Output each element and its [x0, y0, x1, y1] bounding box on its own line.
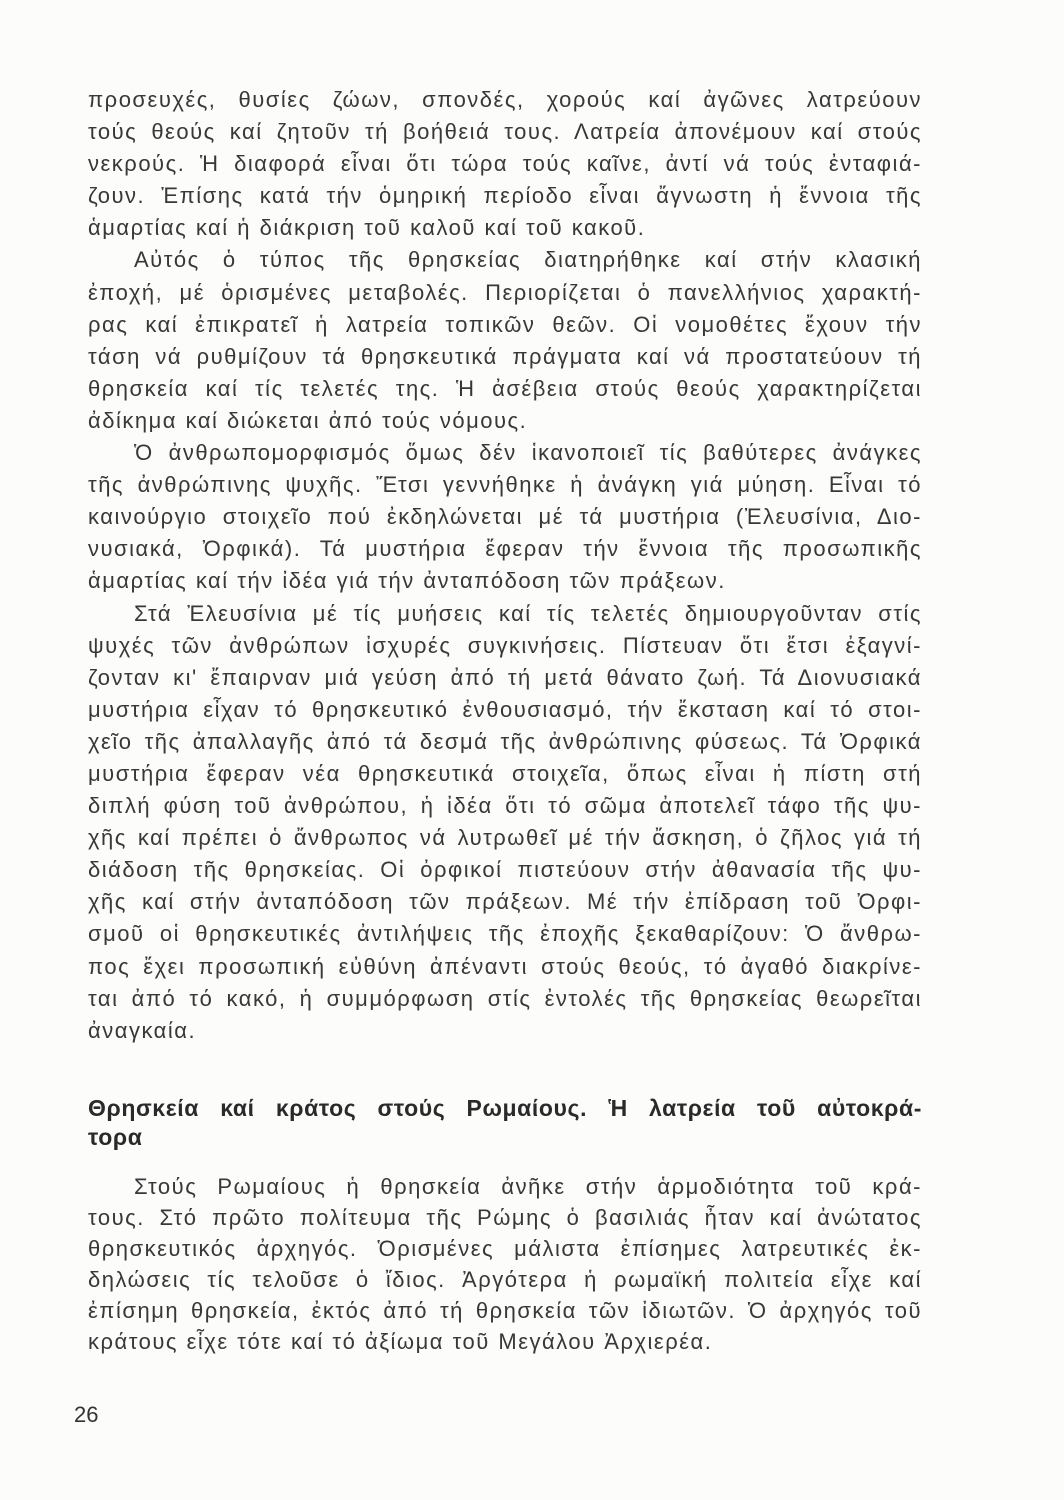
- text-line: τους. Στό πρῶτο πολίτευμα τῆς Ρώμης ὁ βασιλιάς ἦταν καί ἀνώτατος: [88, 1205, 922, 1230]
- text-line: ἁμαρτίας καί ἡ διάκριση τοῦ καλοῦ καί τοῦ κακοῦ.: [88, 215, 646, 241]
- text-line: ται ἀπό τό κακό, ἡ συμμόρφωση στίς ἐντολές τῆς θρησκείας θεωρεῖται: [88, 985, 922, 1011]
- text-line: χῆς καί πρέπει ὁ ἄνθρωπος νά λυτρωθεῖ μέ τήν ἄσκηση, ὁ ζῆλος γιά τή: [88, 825, 922, 851]
- text-line: διάδοση τῆς θρησκείας. Οἱ ὀρφικοί πιστεύουν στήν ἀθανασία τῆς ψυ-: [88, 857, 922, 883]
- text-line: Στούς Ρωμαίους ἡ θρησκεία ἀνῆκε στήν ἁρμοδιότητα τοῦ κρά-: [134, 1174, 922, 1199]
- text-line: ἁμαρτίας καί τήν ἰδέα γιά τήν ἀνταπόδοση τῶν πράξεων.: [88, 568, 726, 594]
- section-heading-line: Θρησκεία καί κράτος στούς Ρωμαίους. Ἡ λατρεία τοῦ αὐτοκρά-: [88, 1095, 922, 1121]
- section-heading-line: τορα: [88, 1124, 143, 1150]
- text-line: χεῖο τῆς ἀπαλλαγῆς ἀπό τά δεσμά τῆς ἀνθρώπινης φύσεως. Τά Ὀρφικά: [88, 728, 922, 754]
- page-number: 26: [74, 1402, 99, 1427]
- text-line: πος ἔχει προσωπική εὐθύνη ἀπέναντι στούς θεούς, τό ἀγαθό διακρίνε-: [88, 953, 922, 979]
- text-line: προσευχές, θυσίες ζώων, σπονδές, χορούς καί ἀγῶνες λατρεύουν: [88, 87, 922, 112]
- text-line: τάση νά ρυθμίζουν τά θρησκευτικά πράγματα καί νά προστατεύουν τή: [88, 343, 922, 369]
- paragraph: [88, 598, 922, 1047]
- text-line: καινούργιο στοιχεῖο πού ἐκδηλώνεται μέ τά μυστήρια (Ἐλευσίνια, Διο-: [88, 504, 922, 530]
- text-line: νεκρούς. Ἡ διαφορά εἶναι ὅτι τώρα τούς καῖνε, ἀντί νά τούς ἐνταφιά-: [88, 151, 922, 177]
- text-line: τούς θεούς καί ζητοῦν τή βοήθειά τους. Λατρεία ἀπονέμουν καί στούς: [88, 119, 922, 145]
- text-line: ἐπίσημη θρησκεία, ἐκτός ἀπό τή θρησκεία τῶν ἰδιωτῶν. Ὁ ἀρχηγός τοῦ: [88, 1298, 922, 1323]
- text-line: τῆς ἀνθρώπινης ψυχῆς. Ἔτσι γεννήθηκε ἡ ἀνάγκη γιά μύηση. Εἶναι τό: [88, 472, 922, 498]
- text-line: σμοῦ οἱ θρησκευτικές ἀντιλήψεις τῆς ἐποχῆς ξεκαθαρίζουν: Ὁ ἄνθρω-: [88, 921, 922, 947]
- text-line: χῆς καί στήν ἀνταπόδοση τῶν πράξεων. Μέ τήν ἐπίδραση τοῦ Ὀρφι-: [88, 889, 922, 915]
- section-body: [88, 1171, 922, 1357]
- paragraph: [88, 244, 922, 437]
- paragraph: [88, 437, 922, 597]
- text-line: κράτους εἶχε τότε καί τό ἀξίωμα τοῦ Μεγάλου Ἀρχιερέα.: [88, 1329, 713, 1354]
- text-line: ἐποχή, μέ ὁρισμένες μεταβολές. Περιορίζεται ὁ πανελλήνιος χαρακτή-: [88, 279, 922, 305]
- text-line: Στά Ἐλευσίνια μέ τίς μυήσεις καί τίς τελετές δημιουργοῦνταν στίς: [134, 600, 922, 626]
- main-text-column: [88, 84, 922, 1047]
- text-line: δηλώσεις τίς τελοῦσε ὁ ἴδιος. Ἀργότερα ἡ ρωμαϊκή πολιτεία εἶχε καί: [88, 1267, 922, 1292]
- text-line: ρας καί ἐπικρατεῖ ἡ λατρεία τοπικῶν θεῶν. Οἱ νομοθέτες ἔχουν τήν: [88, 311, 922, 337]
- text-line: νυσιακά, Ὀρφικά). Τά μυστήρια ἔφεραν τήν ἔννοια τῆς προσωπικῆς: [88, 536, 922, 562]
- text-line: ψυχές τῶν ἀνθρώπων ἰσχυρές συγκινήσεις. Πίστευαν ὅτι ἔτσι ἐξαγνί-: [88, 632, 922, 658]
- text-line: μυστήρια εἶχαν τό θρησκευτικό ἐνθουσιασμό, τήν ἔκσταση καί τό στοι-: [88, 696, 922, 722]
- paragraph: [88, 84, 922, 244]
- text-line: Αὐτός ὁ τύπος τῆς θρησκείας διατηρήθηκε καί στήν κλασική: [134, 247, 922, 273]
- text-line: ἀδίκημα καί διώκεται ἀπό τούς νόμους.: [88, 407, 528, 433]
- section-heading: [88, 1094, 922, 1152]
- text-line: Ὁ ἀνθρωπομορφισμός ὅμως δέν ἱκανοποιεῖ τίς βαθύτερες ἀνάγκες: [134, 440, 922, 466]
- text-line: ἀναγκαία.: [88, 1017, 197, 1043]
- text-line: θρησκεία καί τίς τελετές της. Ἡ ἀσέβεια στούς θεούς χαρακτηρίζεται: [88, 375, 922, 401]
- text-line: μυστήρια ἔφεραν νέα θρησκευτικά στοιχεῖα, ὅπως εἶναι ἡ πίστη στή: [88, 760, 922, 786]
- text-line: ζονταν κι' ἔπαιρναν μιά γεύση ἀπό τή μετά θάνατο ζωή. Τά Διονυσιακά: [88, 664, 922, 690]
- text-line: θρησκευτικός ἀρχηγός. Ὁρισμένες μάλιστα ἐπίσημες λατρευτικές ἐκ-: [88, 1236, 922, 1261]
- paragraph: [88, 1171, 922, 1357]
- text-line: ζουν. Ἐπίσης κατά τήν ὁμηρική περίοδο εἶναι ἄγνωστη ἡ ἔννοια τῆς: [88, 183, 922, 209]
- text-line: διπλή φύση τοῦ ἀνθρώπου, ἡ ἰδέα ὅτι τό σῶμα ἀποτελεῖ τάφο τῆς ψυ-: [88, 793, 922, 819]
